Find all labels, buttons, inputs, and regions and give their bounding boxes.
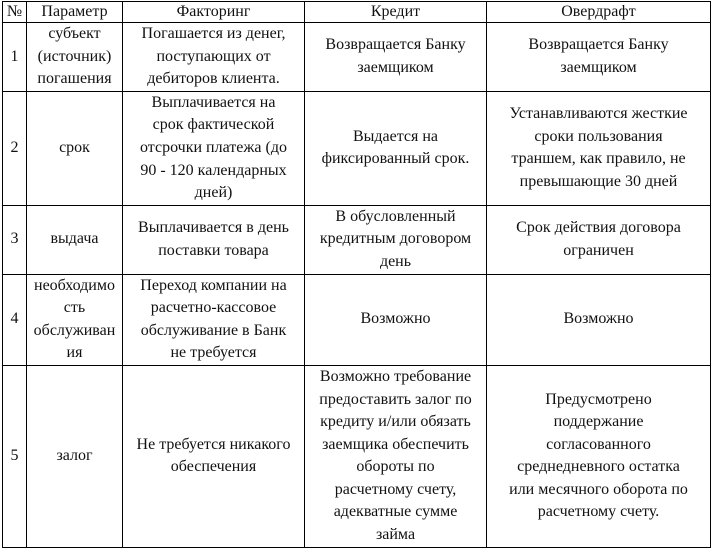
row-parameter: залог: [27, 365, 123, 547]
table-row: [3, 205, 711, 274]
row-parameter: субъект (источник) погашения: [27, 23, 123, 92]
row-parameter: выдача: [27, 205, 123, 274]
row-number: 5: [3, 365, 27, 547]
cell-factoring: Выплачивается на срок фактической отсрочки платежа (до 90 - 120 календарных дней): [123, 91, 305, 205]
header-number: №: [3, 2, 27, 23]
cell-overdraft: Возвращается Банку заемщиком: [487, 23, 711, 92]
table-row: [3, 274, 711, 365]
cell-factoring: Выплачивается в день поставки товара: [123, 205, 305, 274]
table-row: [3, 365, 711, 547]
row-parameter: срок: [27, 91, 123, 205]
cell-overdraft: Возможно: [487, 274, 711, 365]
table-row: [3, 23, 711, 92]
header-parameter: Параметр: [27, 2, 123, 23]
cell-credit: Возможно: [305, 274, 487, 365]
row-number: 3: [3, 205, 27, 274]
header-overdraft: Овердрафт: [487, 2, 711, 23]
row-parameter: необходимо сть обслуживан ия: [27, 274, 123, 365]
cell-credit: Возвращается Банку заемщиком: [305, 23, 487, 92]
header-factoring: Факторинг: [123, 2, 305, 23]
header-credit: Кредит: [305, 2, 487, 23]
cell-credit: Выдается на фиксированный срок.: [305, 91, 487, 205]
cell-factoring: Переход компании на расчетно-кассовое обслуживание в Банк не требуется: [123, 274, 305, 365]
cell-factoring: Погашается из денег, поступающих от дебиторов клиента.: [123, 23, 305, 92]
table-row: [3, 91, 711, 205]
header-row: [3, 2, 711, 23]
cell-factoring: Не требуется никакого обеспечения: [123, 365, 305, 547]
cell-overdraft: Срок действия договора ограничен: [487, 205, 711, 274]
row-number: 2: [3, 91, 27, 205]
cell-overdraft: Предусмотрено поддержание согласованного среднедневного остатка или месячного оборота по расчетному счету.: [487, 365, 711, 547]
cell-credit: В обусловленный кредитным договором день: [305, 205, 487, 274]
cell-overdraft: Устанавливаются жесткие сроки пользования траншем, как правило, не превышающие 30 дней: [487, 91, 711, 205]
comparison-table: [2, 1, 711, 548]
row-number: 1: [3, 23, 27, 92]
row-number: 4: [3, 274, 27, 365]
cell-credit: Возможно требование предоставить залог по кредиту и/или обязать заемщика обеспечить обороты по расчетному счету, адекватные сумме займа: [305, 365, 487, 547]
